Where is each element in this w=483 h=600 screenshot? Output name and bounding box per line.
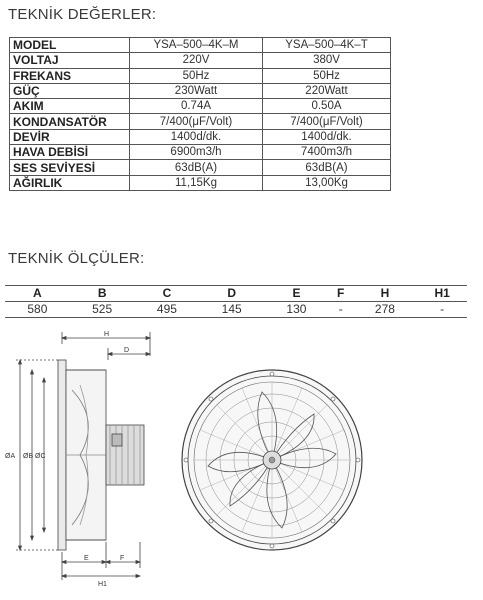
spec-value-m: 7/400(μF/Volt) xyxy=(130,114,263,129)
technical-values-heading: TEKNİK DEĞERLER: xyxy=(8,6,157,23)
dim-value: 278 xyxy=(353,302,418,318)
spec-row-airflow xyxy=(10,145,391,160)
dim-value: - xyxy=(417,302,467,318)
technical-dimensions-table xyxy=(5,285,467,318)
spec-label: SES SEVİYESİ xyxy=(10,160,130,175)
dim-header: D xyxy=(199,286,264,302)
technical-dimensions-heading: TEKNİK ÖLÇÜLER: xyxy=(8,250,145,267)
dim-label-a: ØA xyxy=(5,453,16,460)
dim-value: 580 xyxy=(5,302,70,318)
dim-value: - xyxy=(329,302,353,318)
spec-value-t: 0.50A xyxy=(263,99,391,114)
front-view-drawing xyxy=(182,370,362,550)
spec-row-weight xyxy=(10,175,391,190)
spec-row-capacitor xyxy=(10,114,391,129)
spec-label: DEVİR xyxy=(10,129,130,144)
technical-drawing xyxy=(0,330,483,600)
dim-header: E xyxy=(264,286,329,302)
spec-label: GÜÇ xyxy=(10,83,130,98)
spec-row-frequency xyxy=(10,68,391,83)
spec-value-m: 1400d/dk. xyxy=(130,129,263,144)
dim-header: A xyxy=(5,286,70,302)
dim-label-c: ØC xyxy=(35,453,46,460)
spec-value-m: 63dB(A) xyxy=(130,160,263,175)
spec-label: AĞIRLIK xyxy=(10,175,130,190)
spec-value-t: 63dB(A) xyxy=(263,160,391,175)
spec-value-m: 230Watt xyxy=(130,83,263,98)
dim-header: H xyxy=(353,286,418,302)
dim-value: 145 xyxy=(199,302,264,318)
spec-value-m: 6900m3/h xyxy=(130,145,263,160)
spec-value-m: YSA–500–4K–M xyxy=(130,38,263,53)
spec-value-t: 1400d/dk. xyxy=(263,129,391,144)
dim-value: 525 xyxy=(70,302,135,318)
dimensions-header-row xyxy=(5,286,467,302)
dim-header: B xyxy=(70,286,135,302)
spec-label: AKIM xyxy=(10,99,130,114)
spec-row-sound-level xyxy=(10,160,391,175)
dim-label-d: D xyxy=(124,347,130,354)
dim-label-b: ØB xyxy=(23,453,34,460)
spec-row-current xyxy=(10,99,391,114)
dimensions-value-row xyxy=(5,302,467,318)
spec-value-t: YSA–500–4K–T xyxy=(263,38,391,53)
spec-label: MODEL xyxy=(10,38,130,53)
dim-label-f: F xyxy=(120,555,125,562)
spec-value-t: 7/400(μF/Volt) xyxy=(263,114,391,129)
spec-value-m: 0.74A xyxy=(130,99,263,114)
dim-header: F xyxy=(329,286,353,302)
dim-header: C xyxy=(135,286,200,302)
dim-label-h1: H1 xyxy=(98,581,107,588)
spec-label: FREKANS xyxy=(10,68,130,83)
dim-value: 130 xyxy=(264,302,329,318)
spec-value-m: 50Hz xyxy=(130,68,263,83)
spec-value-t: 380V xyxy=(263,53,391,68)
spec-label: VOLTAJ xyxy=(10,53,130,68)
spec-row-model xyxy=(10,38,391,53)
spec-row-speed xyxy=(10,129,391,144)
technical-values-table xyxy=(9,37,391,191)
spec-row-voltage xyxy=(10,53,391,68)
dim-value: 495 xyxy=(135,302,200,318)
spec-value-t: 13,00Kg xyxy=(263,175,391,190)
spec-label: KONDANSATÖR xyxy=(10,114,130,129)
spec-value-m: 11,15Kg xyxy=(130,175,263,190)
dim-header: H1 xyxy=(417,286,467,302)
spec-value-t: 7400m3/h xyxy=(263,145,391,160)
spec-value-t: 220Watt xyxy=(263,83,391,98)
spec-value-t: 50Hz xyxy=(263,68,391,83)
dim-label-e: E xyxy=(84,555,89,562)
dim-label-h: H xyxy=(104,331,110,338)
spec-label: HAVA DEBİSİ xyxy=(10,145,130,160)
spec-row-power xyxy=(10,83,391,98)
spec-value-m: 220V xyxy=(130,53,263,68)
